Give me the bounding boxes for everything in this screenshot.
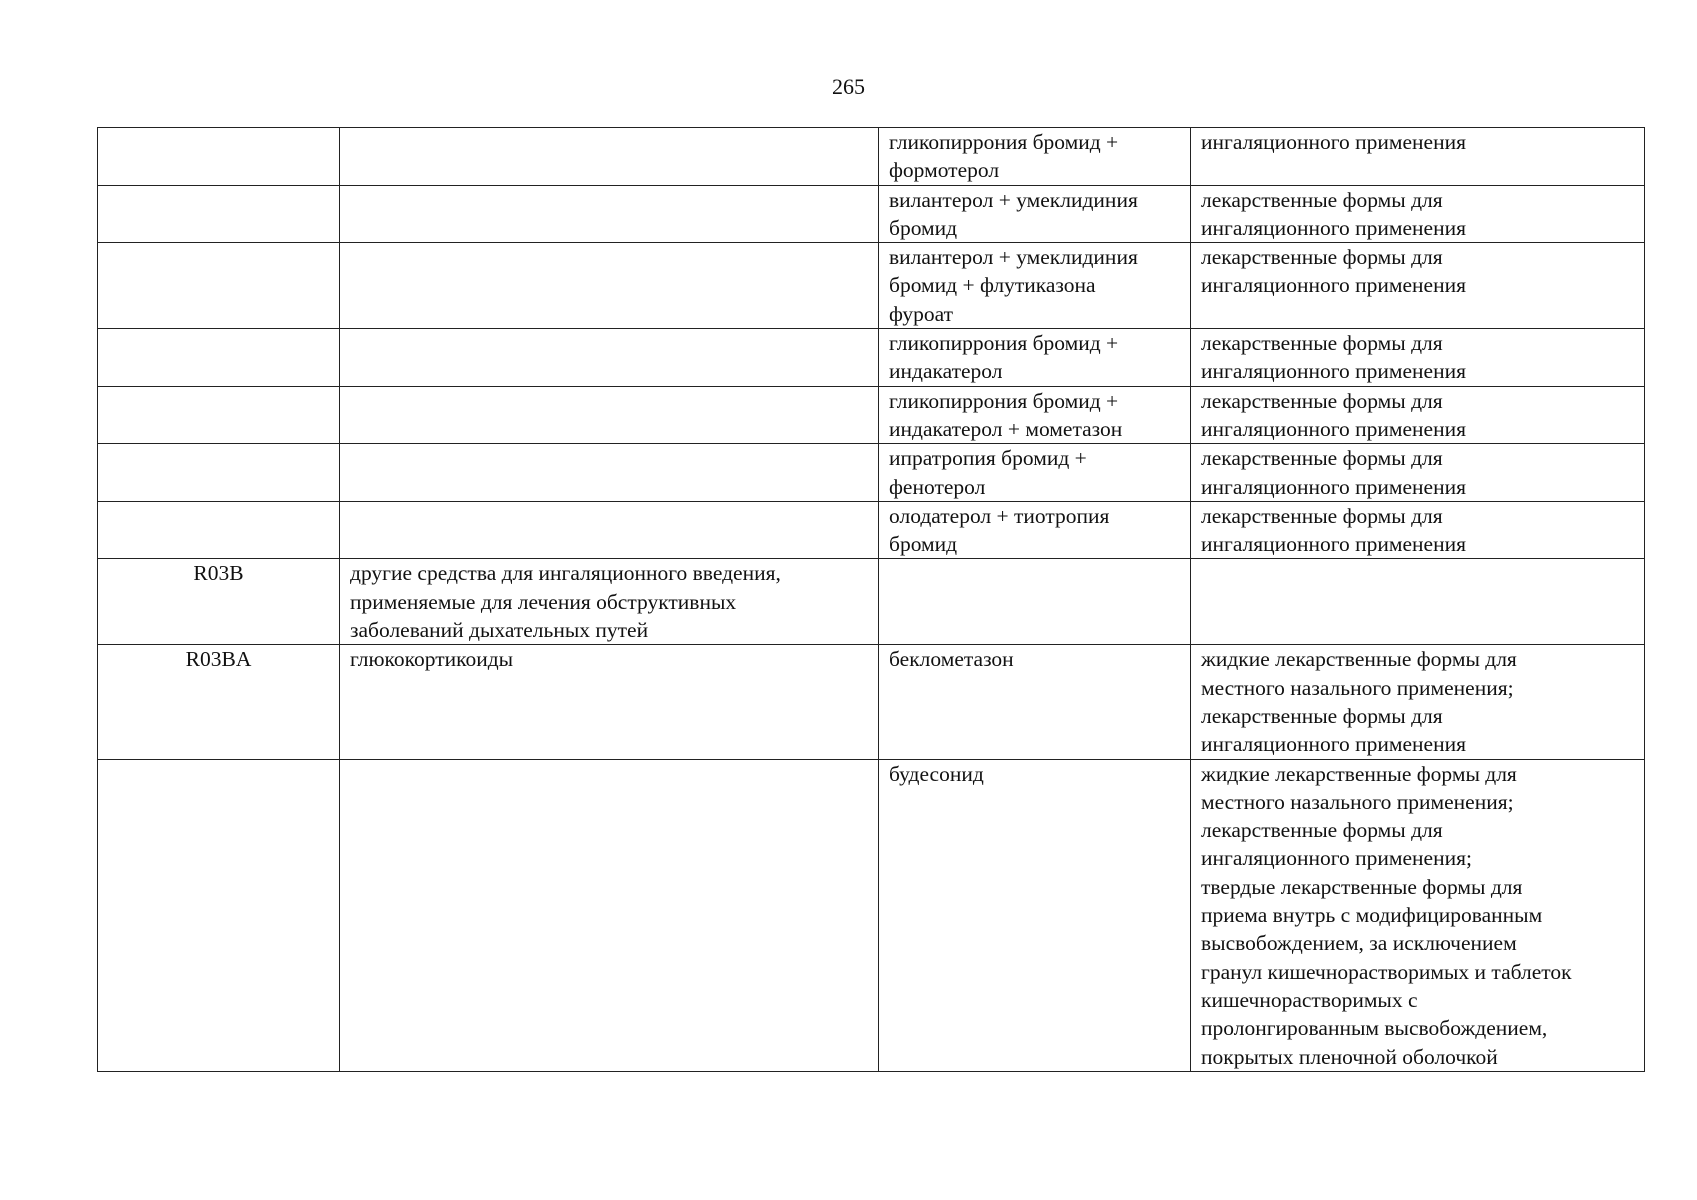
- atc-code-cell: [98, 329, 340, 387]
- atc-code-cell: [98, 128, 340, 186]
- substance-cell: гликопиррония бромид + индакатерол + мометазон: [879, 386, 1191, 444]
- substance-cell: вилантерол + умеклидиния бромид + флутиказона фуроат: [879, 243, 1191, 329]
- group-cell: глюкокортикоиды: [340, 645, 879, 759]
- substance-cell: гликопиррония бромид + индакатерол: [879, 329, 1191, 387]
- substance-cell: олодатерол + тиотропия бромид: [879, 501, 1191, 559]
- table-row: [98, 501, 1645, 559]
- group-cell: [340, 444, 879, 502]
- group-cell: другие средства для ингаляционного введения, применяемые для лечения обструктивных заболеваний дыхательных путей: [340, 559, 879, 645]
- substance-cell: вилантерол + умеклидиния бромид: [879, 185, 1191, 243]
- substance-cell: ипратропия бромид + фенотерол: [879, 444, 1191, 502]
- table-row: [98, 128, 1645, 186]
- dosage-form-cell: жидкие лекарственные формы для местного назального применения; лекарственные формы для ингаляционного применения: [1191, 645, 1645, 759]
- table-row: [98, 759, 1645, 1071]
- group-cell: [340, 501, 879, 559]
- atc-code-cell: [98, 444, 340, 502]
- table-row: [98, 386, 1645, 444]
- dosage-form-cell: лекарственные формы для ингаляционного применения: [1191, 243, 1645, 329]
- group-cell: [340, 128, 879, 186]
- atc-code-cell: [98, 759, 340, 1071]
- substance-cell: гликопиррония бромид + формотерол: [879, 128, 1191, 186]
- dosage-form-cell: лекарственные формы для ингаляционного применения: [1191, 386, 1645, 444]
- substance-cell: [879, 559, 1191, 645]
- dosage-form-cell: лекарственные формы для ингаляционного применения: [1191, 185, 1645, 243]
- page-number: 265: [832, 74, 865, 99]
- table-row: [98, 645, 1645, 759]
- group-cell: [340, 185, 879, 243]
- group-cell: [340, 759, 879, 1071]
- dosage-form-cell: лекарственные формы для ингаляционного применения: [1191, 501, 1645, 559]
- substance-cell: беклометазон: [879, 645, 1191, 759]
- atc-code-cell: [98, 243, 340, 329]
- dosage-form-cell: ингаляционного применения: [1191, 128, 1645, 186]
- atc-code-cell: R03B: [98, 559, 340, 645]
- dosage-form-cell: жидкие лекарственные формы для местного назального применения; лекарственные формы для ингаляционного применения; твердые лекарственные формы для приема внутрь с модифицированным высвобождением, за исключением гранул кишечнорастворимых и таблеток кишечнорастворимых с пролонгированным высвобождением, покрытых пленочной оболочкой: [1191, 759, 1645, 1071]
- atc-code-cell: [98, 386, 340, 444]
- table-row: [98, 185, 1645, 243]
- atc-code-cell: [98, 185, 340, 243]
- atc-code-cell: R03BA: [98, 645, 340, 759]
- substance-cell: будесонид: [879, 759, 1191, 1071]
- dosage-form-cell: лекарственные формы для ингаляционного применения: [1191, 329, 1645, 387]
- table-row: [98, 329, 1645, 387]
- table-row: [98, 559, 1645, 645]
- dosage-form-cell: [1191, 559, 1645, 645]
- group-cell: [340, 329, 879, 387]
- table-row: [98, 243, 1645, 329]
- atc-code-cell: [98, 501, 340, 559]
- group-cell: [340, 243, 879, 329]
- drug-table: [97, 127, 1645, 1072]
- group-cell: [340, 386, 879, 444]
- table-row: [98, 444, 1645, 502]
- dosage-form-cell: лекарственные формы для ингаляционного применения: [1191, 444, 1645, 502]
